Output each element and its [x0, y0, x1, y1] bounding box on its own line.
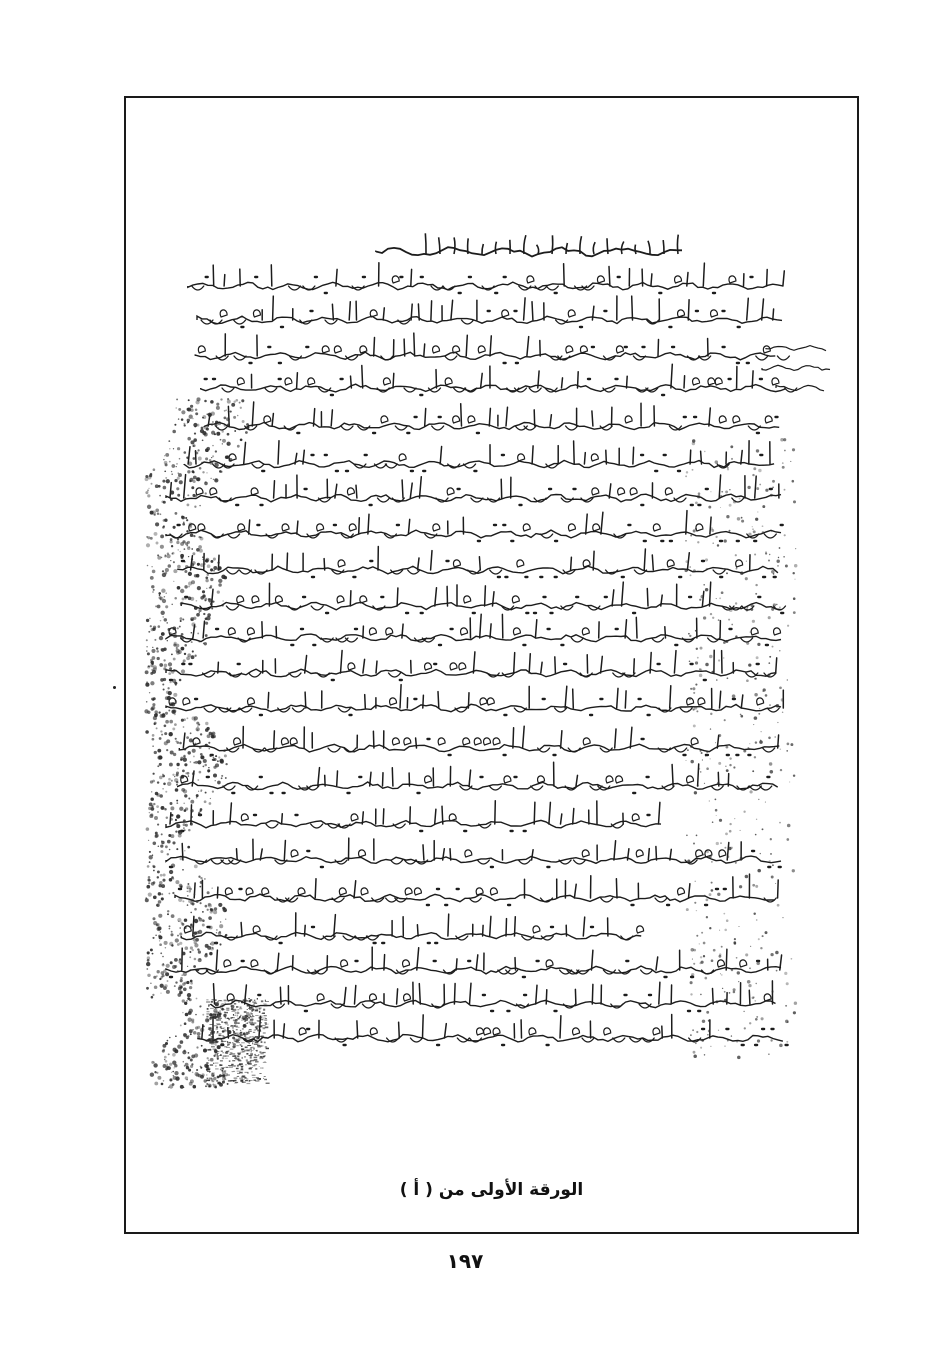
manuscript-text-line — [166, 511, 783, 541]
manuscript-text-line — [188, 263, 785, 293]
scan-speck — [113, 686, 116, 689]
manuscript-text-line — [181, 913, 643, 943]
manuscript-text-line — [201, 364, 797, 395]
manuscript-scan — [126, 98, 857, 1232]
manuscript-text-line — [195, 333, 789, 363]
manuscript-text-line — [166, 475, 781, 505]
manuscript-heading-line — [376, 233, 682, 256]
manuscript-text-line — [181, 582, 785, 613]
manuscript-text-line — [204, 402, 779, 433]
manuscript-text-line — [184, 441, 774, 471]
document-frame — [124, 96, 859, 1234]
manuscript-text-line — [198, 1015, 788, 1046]
manuscript-text-line — [166, 801, 661, 831]
manuscript-text-line — [166, 650, 777, 680]
manuscript-text-line — [211, 981, 776, 1011]
page-number: ١٩٧ — [446, 1249, 484, 1273]
manuscript-text-line — [179, 726, 779, 755]
manuscript-text-line — [175, 874, 778, 905]
manuscript-text-line — [178, 762, 778, 793]
manuscript-text-line — [166, 614, 781, 645]
manuscript-image — [126, 98, 857, 1232]
manuscript-text-line — [166, 947, 782, 977]
manuscript-text-line — [197, 296, 782, 327]
figure-caption: الورقة الأولى من ( أ ) — [399, 1180, 584, 1200]
